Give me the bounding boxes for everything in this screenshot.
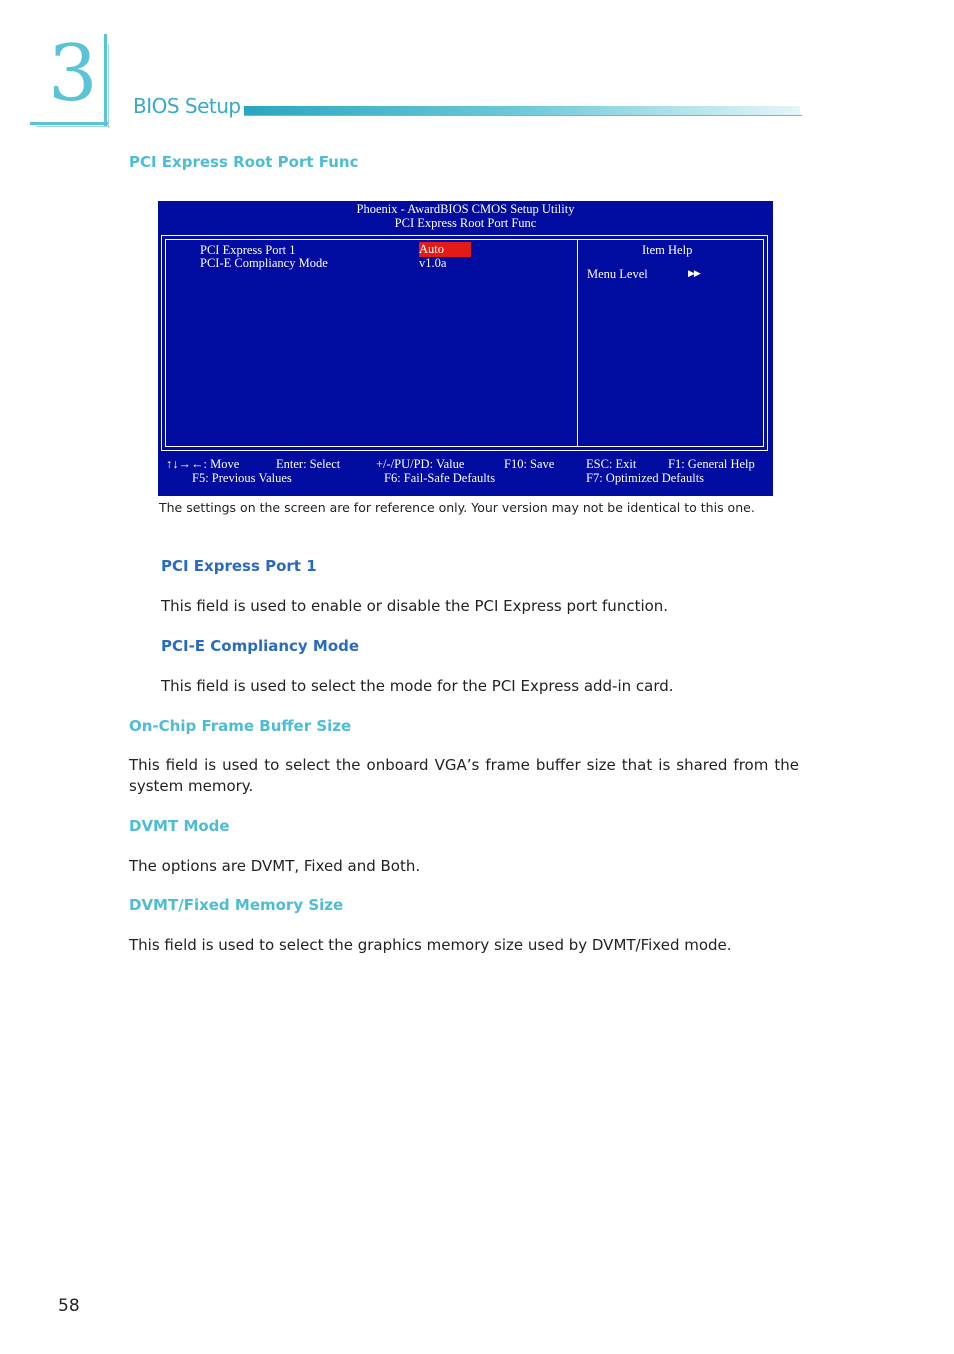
bios-item-label-pci-express-port-1[interactable]: PCI Express Port 1 [200,243,296,257]
bios-footer-exit: ESC: Exit [586,457,637,471]
bios-footer-move: ↑↓→←: Move [166,457,240,471]
bios-item-help-title: Item Help [642,243,693,257]
menu-level-arrows-icon: ▶▶ [688,268,700,278]
bios-item-value-pci-express-port-1[interactable]: Auto [419,242,471,257]
chapter-title: BIOS Setup [133,94,241,118]
bios-item-label-pci-e-compliancy-mode[interactable]: PCI-E Compliancy Mode [200,256,328,270]
chapter-box-horizontal-line-light [36,126,110,127]
page-number: 58 [58,1296,80,1316]
bios-footer-help: F1: General Help [668,457,755,471]
section-heading-dvmt-fixed-memory: DVMT/Fixed Memory Size [129,896,344,914]
section-text-dvmt-mode: The options are DVMT, Fixed and Both. [129,857,421,875]
chapter-bar-underline [244,115,802,116]
chapter-number: 3 [48,29,98,119]
section-text-frame-buffer: This field is used to select the onboard VGA’s frame buffer size that is shared from the system memory. [129,756,799,795]
chapter-box-vertical-line [104,34,107,126]
bios-title-line1: Phoenix - AwardBIOS CMOS Setup Utility [356,202,575,216]
bios-panel-divider [577,239,578,447]
bios-footer-prev: F5: Previous Values [192,471,292,485]
bios-screen [158,201,773,496]
bios-footer-enter: Enter: Select [276,457,341,471]
bios-title-line2: PCI Express Root Port Func [394,216,537,230]
bios-item-value-pci-e-compliancy-mode[interactable]: v1.0a [419,256,447,270]
bios-footer-value: +/-/PU/PD: Value [376,457,465,471]
bios-footer-failsafe: F6: Fail-Safe Defaults [384,471,496,485]
section-heading-frame-buffer: On-Chip Frame Buffer Size [129,717,352,735]
section-text-dvmt-fixed-memory: This field is used to select the graphics memory size used by DVMT/Fixed mode. [129,936,732,954]
section-heading: PCI Express Root Port Func [129,153,359,171]
screenshot-caption: The settings on the screen are for reference only. Your version may not be identical to this one. [159,500,755,515]
subsection-heading-pci-express-port-1: PCI Express Port 1 [161,557,317,575]
subsection-heading-pci-e-compliancy-mode: PCI-E Compliancy Mode [161,637,360,655]
bios-footer-save: F10: Save [504,457,555,471]
bios-footer-optimized: F7: Optimized Defaults [586,471,705,485]
chapter-box-vertical-line-light [108,44,109,128]
subsection-text-pci-express-port-1: This field is used to enable or disable the PCI Express port function. [161,597,669,615]
section-heading-dvmt-mode: DVMT Mode [129,817,230,835]
subsection-text-pci-e-compliancy-mode: This field is used to select the mode for the PCI Express add-in card. [161,677,674,695]
chapter-box-horizontal-line [30,122,108,125]
bios-menu-level-label: Menu Level [587,267,648,281]
